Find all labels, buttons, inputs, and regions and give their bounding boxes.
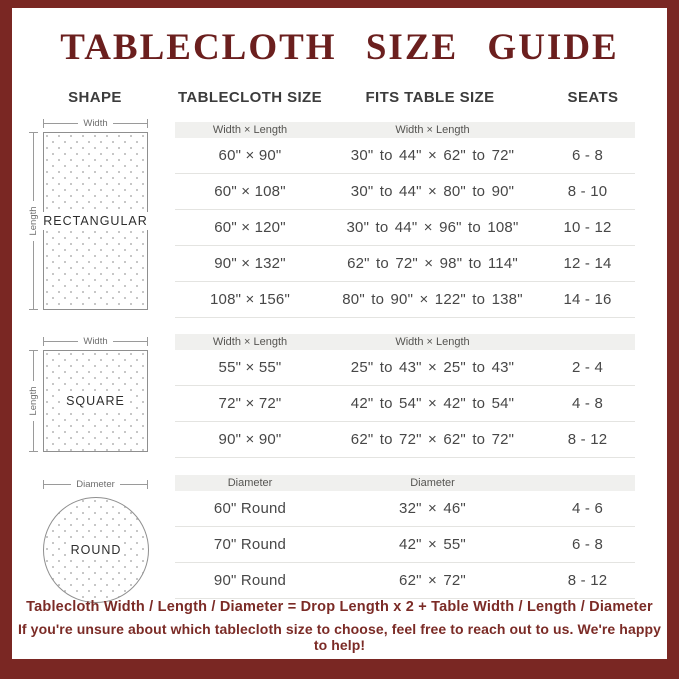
- table-section-rectangular: [175, 122, 635, 318]
- cell-seats: 6 - 8: [571, 536, 603, 553]
- cell-seats: 4 - 8: [571, 395, 603, 412]
- cell-fits: 42" to 54" × 42" to 54": [350, 395, 515, 412]
- band-fits-label: Width × Length: [395, 336, 470, 348]
- cell-seats: 10 - 12: [563, 219, 612, 236]
- dimension-line: [120, 484, 147, 485]
- band-cloth-label: Width × Length: [212, 336, 288, 348]
- round-shape: [43, 497, 149, 603]
- dimension-tick: [147, 480, 148, 489]
- cell-seats: 8 - 12: [567, 572, 608, 589]
- square-shape-label: SQUARE: [63, 392, 128, 410]
- rect-width-label: Width: [83, 117, 108, 129]
- cell-seats: 8 - 12: [567, 431, 608, 448]
- cell-fits: 30" to 44" × 96" to 108": [346, 219, 519, 236]
- size-band: [175, 122, 635, 138]
- page-title: TABLECLOTH SIZE GUIDE: [60, 27, 619, 68]
- cell-fits: 42" × 55": [399, 536, 466, 553]
- table-row: [175, 386, 635, 422]
- cell-fits: 62" to 72" × 62" to 72": [350, 431, 515, 448]
- dimension-line: [113, 123, 147, 124]
- cell-fits: 25" to 43" × 25" to 43": [350, 359, 515, 376]
- table-section-round: [175, 475, 635, 599]
- cell-fits: 32" × 46": [399, 500, 466, 517]
- table-row: [175, 210, 635, 246]
- column-header-seats: SEATS: [567, 89, 619, 106]
- size-band: [175, 475, 635, 491]
- cell-cloth: 108" × 156": [210, 291, 290, 308]
- cell-seats: 6 - 8: [571, 147, 603, 164]
- square-width-dimension: [43, 335, 148, 347]
- band-fits-label: Width × Length: [395, 124, 470, 136]
- rectangular-shape-label: RECTANGULAR: [40, 212, 151, 230]
- footer-formula: Tablecloth Width / Length / Diameter = Drop Length x 2 + Table Width / Length / Diameter: [26, 599, 653, 615]
- table-row: [175, 246, 635, 282]
- dimension-line: [33, 241, 34, 309]
- cell-seats: 8 - 10: [567, 183, 608, 200]
- cell-seats: 12 - 14: [563, 255, 612, 272]
- dimension-line: [44, 484, 71, 485]
- cell-fits: 30" to 44" × 62" to 72": [350, 147, 515, 164]
- dimension-line: [44, 123, 78, 124]
- band-cloth-label: Width × Length: [212, 124, 288, 136]
- dimension-line: [113, 341, 147, 342]
- cell-fits: 62" × 72": [399, 572, 466, 589]
- rect-length-label: Length: [27, 206, 39, 236]
- cell-cloth: 55" × 55": [218, 359, 282, 376]
- table-section-square: [175, 334, 635, 458]
- column-header-tablecloth-size: TABLECLOTH SIZE: [177, 89, 323, 106]
- cell-seats: 14 - 16: [563, 291, 612, 308]
- square-width-label: Width: [83, 335, 108, 347]
- table-row: [175, 350, 635, 386]
- footer-help-text: If you're unsure about which tablecloth size to choose, feel free to reach out to us. We're happy to help!: [17, 621, 662, 653]
- cell-cloth: 60" × 90": [218, 147, 282, 164]
- dimension-tick: [29, 451, 38, 452]
- cell-cloth: 90" × 132": [214, 255, 286, 272]
- table-row: [175, 138, 635, 174]
- square-length-dimension: [27, 350, 39, 452]
- round-shape-label: ROUND: [68, 541, 125, 559]
- round-diameter-label: Diameter: [76, 478, 115, 490]
- cell-cloth: 60" Round: [213, 500, 287, 517]
- band-fits-label: Diameter: [410, 477, 455, 489]
- dimension-line: [33, 351, 34, 381]
- square-shape: [43, 350, 148, 452]
- cell-fits: 62" to 72" × 98" to 114": [347, 255, 518, 272]
- dimension-line: [44, 341, 78, 342]
- cell-cloth: 72" × 72": [218, 395, 282, 412]
- size-band: [175, 334, 635, 350]
- cell-cloth: 90" Round: [213, 572, 287, 589]
- column-header-fits-table-size: FITS TABLE SIZE: [365, 89, 495, 106]
- table-row: [175, 174, 635, 210]
- cell-cloth: 70" Round: [213, 536, 287, 553]
- table-row: [175, 491, 635, 527]
- table-row: [175, 563, 635, 599]
- cell-seats: 2 - 4: [571, 359, 603, 376]
- cell-cloth: 60" × 120": [214, 219, 286, 236]
- table-row: [175, 422, 635, 458]
- dimension-tick: [29, 132, 38, 133]
- square-length-label: Length: [27, 386, 39, 416]
- rect-width-dimension: [43, 117, 148, 129]
- band-cloth-label: Diameter: [227, 477, 273, 489]
- dimension-line: [33, 133, 34, 201]
- rect-length-dimension: [27, 132, 39, 310]
- dimension-tick: [29, 309, 38, 310]
- cell-cloth: 60" × 108": [214, 183, 286, 200]
- cell-fits: 80" to 90" × 122" to 138": [342, 291, 523, 308]
- table-row: [175, 527, 635, 563]
- cell-seats: 4 - 6: [571, 500, 603, 517]
- dimension-tick: [29, 350, 38, 351]
- cell-cloth: 90" × 90": [218, 431, 282, 448]
- footer-note: [12, 599, 667, 653]
- dimension-tick: [147, 337, 148, 346]
- dimension-tick: [147, 119, 148, 128]
- rectangular-shape: [43, 132, 148, 310]
- cell-fits: 30" to 44" × 80" to 90": [350, 183, 515, 200]
- size-guide-page: [12, 8, 667, 659]
- column-header-shape: SHAPE: [68, 89, 122, 106]
- table-row: [175, 282, 635, 318]
- dimension-line: [33, 421, 34, 451]
- round-diameter-dimension: [43, 478, 148, 490]
